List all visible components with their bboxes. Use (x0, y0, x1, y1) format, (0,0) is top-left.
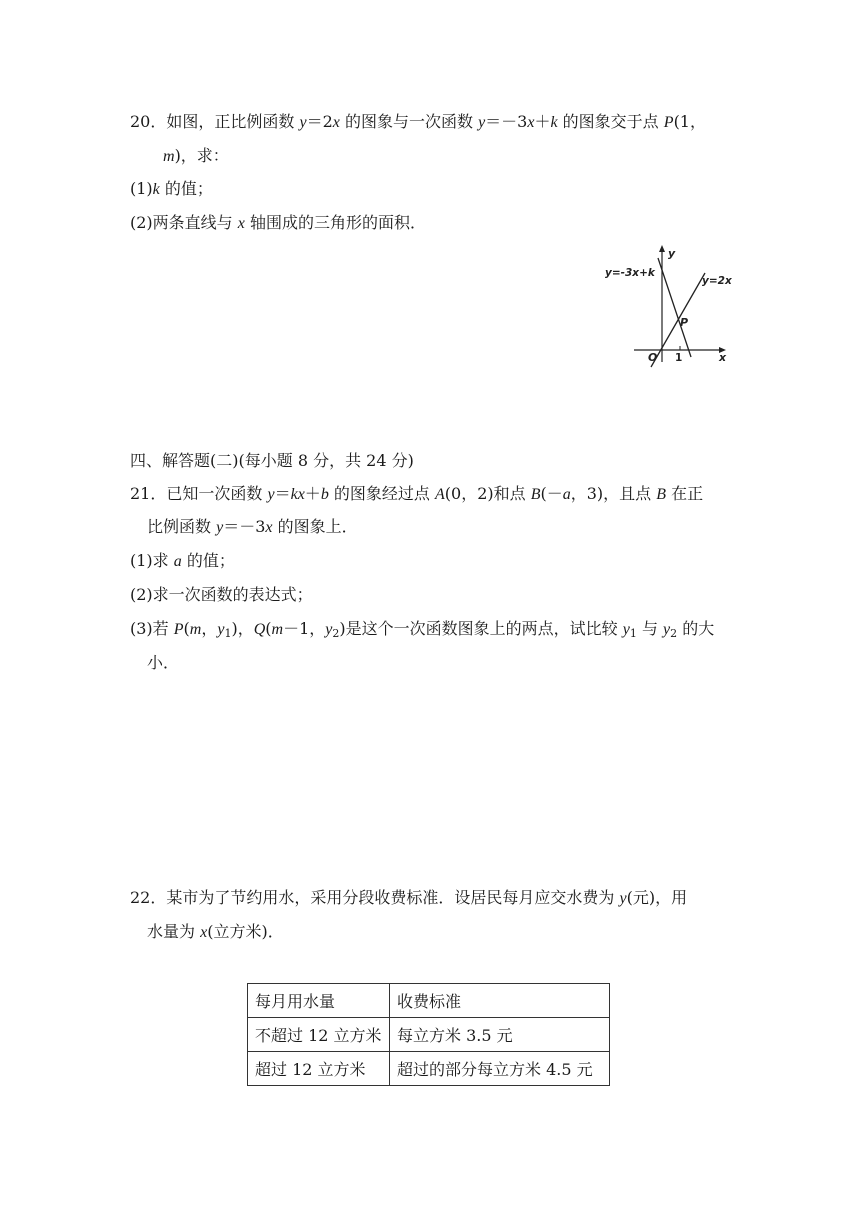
label-p: P (680, 316, 689, 329)
q21-part-3-continued: 小． (147, 653, 180, 672)
label-y-axis: y (668, 247, 676, 260)
q21-line-1: 21．已知一次函数 y＝kx＋b 的图象经过点 A(0，2)和点 B(－a，3)，且点 B 在正 (130, 484, 704, 503)
q20-graph (598, 240, 738, 370)
table-header-cell: 收费标准 (390, 984, 610, 1018)
table-cell: 不超过 12 立方米 (248, 1018, 390, 1052)
q21-part-1: (1)求 a 的值； (130, 551, 235, 570)
q22-line-1: 22．某市为了节约用水，采用分段收费标准．设居民每月应交水费为 y(元)，用 (130, 888, 688, 907)
label-y-2x: y=2x (702, 275, 732, 287)
line-y-neg3x-k (658, 258, 691, 357)
table-header-row (248, 984, 610, 1018)
q22-line-2: 水量为 x(立方米)． (147, 922, 284, 941)
water-fee-table (247, 983, 610, 1086)
q21-line-2: 比例函数 y＝－3x 的图象上． (147, 517, 358, 536)
y-axis-arrow-icon (659, 245, 665, 252)
table-cell: 超过 12 立方米 (248, 1052, 390, 1086)
table-row (248, 1018, 610, 1052)
q22-number: 22． (130, 888, 167, 907)
q20-number: 20． (130, 112, 167, 131)
q20-part-2: (2)两条直线与 x 轴围成的三角形的面积． (130, 213, 426, 232)
q20-line-2: m)，求： (163, 146, 229, 165)
q20-part-1: (1)k 的值； (130, 179, 213, 198)
label-tick-1: 1 (675, 352, 683, 364)
section-4-heading: 四、解答题(二)(每小题 8 分，共 24 分) (130, 451, 414, 470)
label-x-axis: x (719, 351, 727, 364)
q21-part-3: (3)若 P(m，$y_1$)，Q(m－1，$y_2$)是这个一次函数图象上的两点，试比较 $y_1$ 与 $y_2$ 的大 (130, 619, 715, 640)
label-origin: O (648, 351, 658, 364)
table-header-cell: 每月用水量 (248, 984, 390, 1018)
table-row (248, 1052, 610, 1086)
table-cell: 超过的部分每立方米 4.5 元 (390, 1052, 610, 1086)
label-y-neg3x-k: y=-3x+k (605, 267, 655, 279)
q20-line-1: 20．如图，正比例函数 y＝2x 的图象与一次函数 y＝－3x＋k 的图象交于点 P(1， (130, 112, 706, 131)
q21-number: 21． (130, 484, 167, 503)
table-cell: 每立方米 3.5 元 (390, 1018, 610, 1052)
q21-part-2: (2)求一次函数的表达式； (130, 585, 313, 604)
